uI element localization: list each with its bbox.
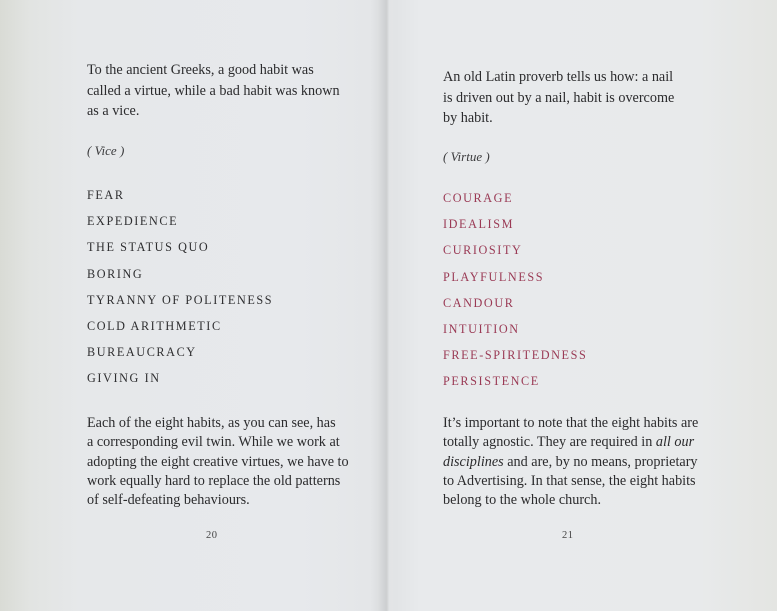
right-intro-paragraph	[443, 67, 733, 129]
vice-item: COLD ARITHMETIC	[87, 318, 222, 333]
body-line: work equally hard to replace the old patterns	[87, 472, 341, 489]
vice-list	[87, 187, 273, 397]
vice-item: THE STATUS QUO	[87, 240, 210, 255]
page-number-left: 20	[206, 530, 218, 541]
emphasis-text: all our	[655, 434, 695, 451]
vice-label: ( Vice )	[87, 143, 125, 158]
right-body-paragraph	[443, 414, 698, 510]
virtue-item: IDEALISM	[443, 217, 515, 232]
intro-line: An old Latin proverb tells us how: a nail	[443, 69, 674, 85]
left-body-paragraph	[87, 414, 349, 510]
virtue-item: COURAGE	[443, 191, 514, 205]
body-line: adopting the eight creative virtues, we have to	[87, 453, 349, 470]
body-text-run: totally agnostic. They are required in	[443, 434, 656, 451]
intro-line: as a vice.	[87, 103, 140, 119]
vice-item: BORING	[87, 266, 144, 281]
page-number-right: 21	[562, 530, 574, 541]
virtue-item: CURIOSITY	[443, 243, 523, 258]
body-line: of self-defeating behaviours.	[87, 492, 250, 509]
right-page	[388, 0, 777, 611]
virtue-item: PLAYFULNESS	[443, 269, 545, 284]
intro-line: called a virtue, while a bad habit was known	[87, 82, 340, 99]
body-line: a corresponding evil twin. While we work at	[87, 434, 340, 451]
body-line	[443, 433, 698, 452]
vice-item: EXPEDIENCE	[87, 214, 179, 229]
body-line: It’s important to note that the eight habits are	[443, 415, 699, 431]
virtue-label: ( Virtue )	[443, 149, 490, 164]
vice-item: FEAR	[87, 188, 125, 202]
virtue-item: CANDOUR	[443, 295, 515, 310]
vice-item: BUREAUCRACY	[87, 345, 197, 360]
intro-line: is driven out by a nail, habit is overcome	[443, 89, 675, 106]
virtue-item: INTUITION	[443, 321, 520, 336]
emphasis-text: disciplines	[443, 453, 504, 470]
virtue-item: PERSISTENCE	[443, 374, 540, 389]
intro-line: by habit.	[443, 110, 493, 126]
virtue-list	[443, 190, 587, 400]
body-line: to Advertising. In that sense, the eight habits	[443, 472, 696, 489]
left-page	[0, 0, 388, 611]
body-line	[443, 453, 698, 472]
body-text-run: and are, by no means, proprietary	[503, 453, 698, 470]
vice-item: TYRANNY OF POLITENESS	[87, 292, 274, 307]
left-intro-paragraph	[87, 60, 377, 122]
body-line: belong to the whole church.	[443, 492, 601, 509]
intro-line: To the ancient Greeks, a good habit was	[87, 62, 314, 78]
body-line: Each of the eight habits, as you can see, has	[87, 415, 336, 431]
virtue-item: FREE-SPIRITEDNESS	[443, 348, 588, 363]
vice-item: GIVING IN	[87, 371, 161, 386]
